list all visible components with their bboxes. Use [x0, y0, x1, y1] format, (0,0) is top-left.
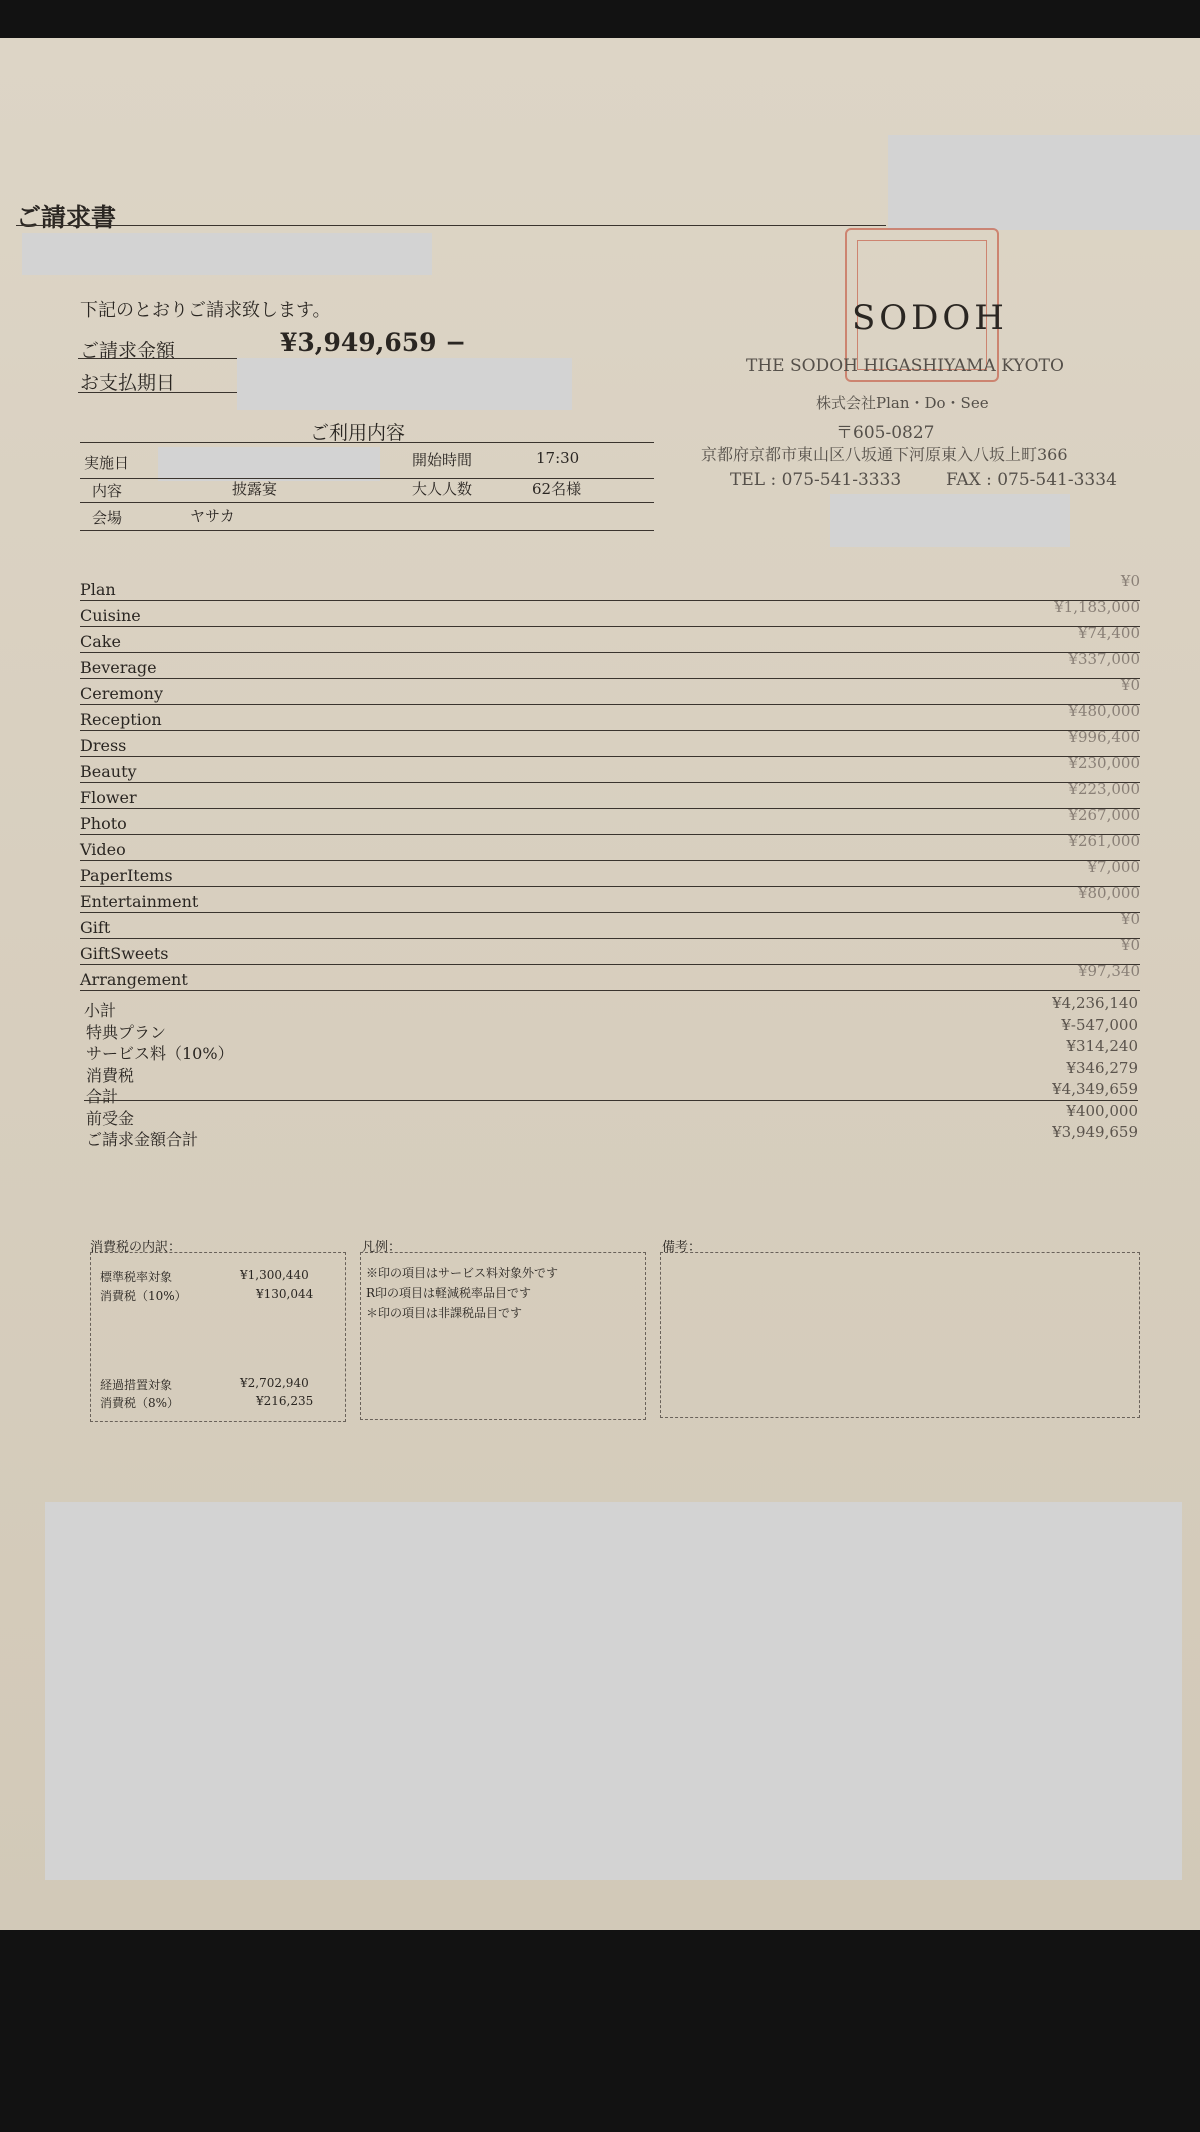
invoice-title: ご請求書: [16, 203, 117, 232]
summary-label: 消費税: [86, 1065, 135, 1085]
line-item-rule: [80, 704, 1140, 705]
line-item-label: Plan: [80, 580, 116, 599]
hotel-logo: SODOH: [852, 298, 1008, 338]
usage-rule: [80, 502, 654, 503]
start-time-label: 開始時間: [412, 451, 473, 469]
legend-box-heading: 凡例：: [362, 1240, 402, 1255]
tel: TEL : 075-541-3333: [730, 470, 902, 490]
standard-target-label: 標準税率対象: [100, 1270, 173, 1284]
line-item-label: Video: [80, 840, 126, 859]
summary-value: ¥4,349,659: [1052, 1080, 1138, 1098]
line-item-label: Beverage: [80, 658, 157, 677]
summary-value: ¥314,240: [1066, 1037, 1138, 1055]
summary-value: ¥-547,000: [1061, 1015, 1138, 1034]
line-item-value: ¥0: [1120, 910, 1140, 928]
line-item-value: ¥0: [1120, 936, 1140, 954]
summary-value: ¥346,279: [1066, 1058, 1138, 1077]
line-item-label: Ceremony: [80, 684, 163, 703]
line-item-rule: [80, 886, 1140, 887]
summary-value: ¥400,000: [1066, 1101, 1138, 1120]
line-item-value: ¥223,000: [1068, 780, 1140, 798]
adults-label: 大人人数: [412, 480, 473, 498]
due-underline: [78, 392, 238, 393]
tax-box-heading: 消費税の内訳：: [90, 1240, 182, 1255]
content-label: 内容: [92, 482, 123, 500]
line-item-rule: [80, 678, 1140, 679]
date-label: 実施日: [84, 454, 130, 472]
redacted-block: [22, 233, 432, 275]
line-item-value: ¥97,340: [1077, 962, 1140, 980]
line-item-rule: [80, 626, 1140, 627]
legend-line-3: ＊印の項目は非課税品目です: [366, 1306, 523, 1320]
summary-value: ¥3,949,659: [1052, 1123, 1138, 1141]
line-item-value: ¥0: [1120, 572, 1140, 590]
redacted-block: [237, 358, 572, 410]
summary-label: 特典プラン: [86, 1022, 167, 1042]
summary-label: サービス料（10%）: [86, 1044, 234, 1063]
line-item-rule: [80, 652, 1140, 653]
line-item-rule: [80, 990, 1140, 991]
adults-value: 62名様: [532, 480, 582, 498]
line-item-value: ¥80,000: [1077, 884, 1140, 902]
remarks-box-heading: 備考：: [662, 1240, 702, 1255]
redacted-block: [158, 447, 380, 481]
line-item-value: ¥7,000: [1087, 858, 1140, 876]
line-item-label: Entertainment: [80, 892, 199, 911]
line-item-value: ¥74,400: [1077, 624, 1140, 642]
line-item-label: Flower: [80, 788, 137, 807]
total-rule: [84, 1100, 1138, 1101]
line-item-rule: [80, 964, 1140, 965]
line-item-value: ¥337,000: [1068, 650, 1140, 668]
line-item-rule: [80, 730, 1140, 731]
line-item-label: Cuisine: [80, 606, 141, 625]
legend-line-1: ※印の項目はサービス料対象外です: [366, 1266, 559, 1280]
line-item-label: PaperItems: [80, 866, 173, 885]
address: 京都府京都市東山区八坂通下河原東入八坂上町366: [701, 445, 1068, 464]
line-item-value: ¥1,183,000: [1054, 598, 1140, 616]
tax8-value: ¥216,235: [256, 1394, 314, 1408]
line-item-rule: [80, 600, 1140, 601]
redacted-block: [888, 135, 1200, 230]
company-name: 株式会社Plan・Do・See: [816, 394, 989, 412]
summary-label: 前受金: [86, 1108, 135, 1128]
due-date-label: お支払期日: [80, 372, 176, 394]
line-item-label: Arrangement: [80, 970, 188, 989]
line-item-value: ¥480,000: [1068, 702, 1140, 720]
usage-rule: [80, 442, 654, 443]
tax10-value: ¥130,044: [256, 1287, 314, 1301]
tax8-label: 消費税（8%）: [100, 1396, 180, 1410]
usage-heading: ご利用内容: [310, 422, 406, 444]
title-underline: [16, 225, 886, 226]
legend-line-2: R印の項目は軽減税率品目です: [366, 1286, 532, 1300]
fax: FAX : 075-541-3334: [946, 470, 1117, 490]
line-item-label: Gift: [80, 918, 111, 937]
line-item-value: ¥0: [1120, 676, 1140, 694]
line-item-rule: [80, 756, 1140, 757]
line-item-label: Cake: [80, 632, 121, 651]
line-item-rule: [80, 938, 1140, 939]
line-item-value: ¥996,400: [1068, 728, 1140, 746]
usage-rule: [80, 530, 654, 531]
line-item-label: Reception: [80, 710, 162, 729]
tax10-label: 消費税（10%）: [100, 1289, 187, 1303]
billing-amount: ¥3,949,659 −: [280, 328, 467, 357]
billing-amount-label: ご請求金額: [80, 340, 176, 362]
line-item-value: ¥261,000: [1068, 832, 1140, 850]
redacted-block: [45, 1502, 1182, 1880]
line-item-label: GiftSweets: [80, 944, 169, 963]
line-item-rule: [80, 834, 1140, 835]
line-item-value: ¥230,000: [1068, 754, 1140, 772]
intro-text: 下記のとおりご請求致します。: [80, 300, 331, 321]
redacted-block: [830, 494, 1070, 547]
line-item-value: ¥267,000: [1068, 806, 1140, 824]
summary-label: 合計: [86, 1087, 119, 1106]
line-item-label: Photo: [80, 814, 127, 833]
start-time: 17:30: [536, 449, 580, 467]
line-item-rule: [80, 782, 1140, 783]
remarks-box: [660, 1252, 1140, 1418]
content-value: 披露宴: [232, 480, 278, 498]
hotel-name: THE SODOH HIGASHIYAMA KYOTO: [746, 356, 1064, 376]
standard-target-value: ¥1,300,440: [240, 1268, 309, 1282]
venue-value: ヤサカ: [190, 507, 235, 525]
summary-value: ¥4,236,140: [1052, 994, 1138, 1012]
line-item-rule: [80, 808, 1140, 809]
venue-label: 会場: [92, 509, 123, 527]
reduced-target-label: 経過措置対象: [100, 1378, 173, 1392]
line-item-label: Beauty: [80, 762, 137, 781]
reduced-target-value: ¥2,702,940: [240, 1376, 309, 1390]
line-item-rule: [80, 912, 1140, 913]
line-item-label: Dress: [80, 736, 127, 755]
postal-code: 〒605-0827: [836, 423, 935, 443]
line-item-rule: [80, 860, 1140, 861]
summary-label: ご請求金額合計: [86, 1130, 199, 1149]
summary-label: 小計: [84, 1001, 117, 1020]
